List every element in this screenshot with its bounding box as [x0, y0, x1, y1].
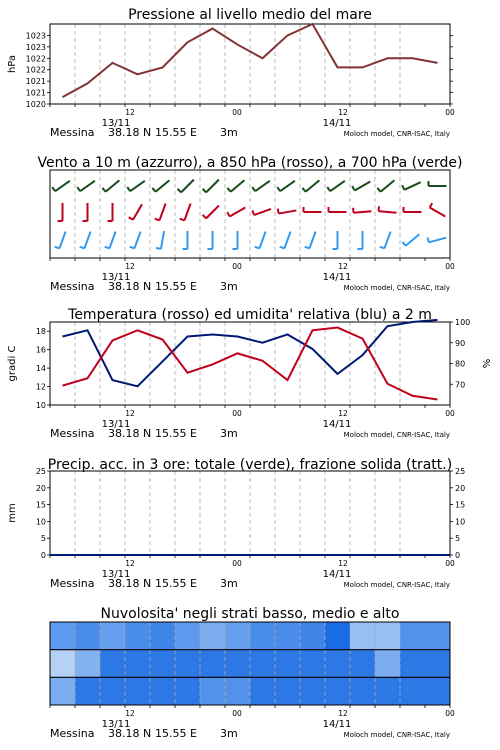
time-tick-label: 00 [445, 709, 455, 718]
wind-barb-700 [231, 180, 245, 192]
wind-barb-tick-700 [327, 187, 330, 191]
footer-latitude: 38.18 N [108, 280, 152, 293]
time-tick-label: 12 [125, 108, 135, 117]
wind-barb-tick-850 [155, 219, 160, 221]
footer-location: Messina [50, 577, 95, 590]
wind-barb-tick-10m [130, 247, 135, 249]
wind-barb-tick-700 [402, 185, 404, 190]
y-tick-label: 12 [35, 382, 46, 392]
cloud-cell-alto [325, 622, 351, 650]
y-tick-label: 1021 [25, 88, 46, 98]
cloud-cell-basso [350, 677, 376, 705]
footer-elevation: 3m [220, 427, 238, 440]
time-tick-label: 00 [232, 108, 242, 117]
cloud-cell-alto [100, 622, 126, 650]
time-tick-label: 12 [338, 409, 348, 418]
cloud-cell-basso [250, 677, 276, 705]
wind-barb-10m [84, 232, 90, 249]
footer-model: Moloch model, CNR-ISAC, Italy [343, 284, 450, 292]
cloud-cell-medio [300, 650, 326, 678]
y-tick-label: 1020 [25, 100, 46, 109]
wind-barb-tick-850 [227, 212, 230, 216]
time-tick-label: 12 [338, 262, 348, 271]
cloud-cell-basso [50, 677, 76, 705]
wind-barb-10m [109, 232, 115, 249]
time-tick-label: 00 [445, 108, 455, 117]
time-tick-label: 00 [232, 559, 242, 568]
footer-elevation: 3m [220, 280, 238, 293]
time-tick-label: 12 [125, 709, 135, 718]
y-tick-label: 1021 [25, 77, 46, 87]
cloud-cell-medio [200, 650, 226, 678]
footer-longitude: 15.55 E [155, 126, 197, 139]
wind-barb-10m [134, 232, 140, 249]
y-tick-label: 5 [40, 534, 46, 544]
footer-model: Moloch model, CNR-ISAC, Italy [343, 731, 450, 739]
cloud-cell-alto [75, 622, 101, 650]
time-tick-label: 12 [338, 709, 348, 718]
wind-barb-tick-700 [377, 188, 380, 192]
cloud-cell-medio [275, 650, 301, 678]
wind-barb-10m [384, 232, 390, 249]
wind-barb-700 [255, 181, 270, 191]
wind-barb-850 [159, 204, 165, 221]
wind-barb-10m [161, 231, 164, 249]
cloud-cell-alto [50, 622, 76, 650]
y2-tick-label: 5 [455, 534, 461, 544]
wind-barb-tick-850 [278, 209, 279, 214]
cloud-cell-basso [200, 677, 226, 705]
cloud-cell-basso [225, 677, 251, 705]
y-tick-label: 1022 [25, 65, 46, 75]
wind-barb-700 [156, 180, 170, 192]
y-tick-label: 15 [35, 500, 46, 510]
wind-barb-700 [404, 182, 420, 190]
wind-barb-700 [206, 180, 219, 193]
wind-barb-tick-10m [80, 247, 85, 249]
time-tick-label: 00 [232, 262, 242, 271]
cloud-cell-basso [425, 677, 451, 705]
y2-tick-label: 100 [455, 318, 471, 327]
footer-latitude: 38.18 N [108, 577, 152, 590]
footer-location: Messina [50, 126, 95, 139]
wind-barb-tick-700 [77, 187, 80, 191]
cloud-cell-medio [50, 650, 76, 678]
chart-title: Precip. acc. in 3 ore: totale (verde), frazione solida (tratt.) [47, 457, 453, 473]
wind-barb-700 [306, 180, 320, 192]
y2-tick-label: 80 [455, 359, 466, 369]
date-label: 13/11 [101, 719, 131, 730]
wind-barb-700 [55, 181, 70, 191]
wind-barb-tick-700 [203, 189, 207, 193]
cloud-cell-medio [375, 650, 401, 678]
wind-barb-700 [381, 180, 395, 192]
footer-location: Messina [50, 280, 95, 293]
y-axis-label: hPa [7, 54, 18, 74]
footer-longitude: 15.55 E [155, 427, 197, 440]
wind-barb-850 [379, 211, 397, 213]
time-tick-label: 00 [445, 409, 455, 418]
date-label: 14/11 [322, 719, 352, 730]
time-tick-label: 12 [338, 108, 348, 117]
wind-barb-tick-10m [380, 247, 385, 249]
wind-barb-850 [184, 204, 190, 221]
cloud-cell-basso [400, 677, 426, 705]
wind-barb-tick-700 [277, 187, 280, 191]
wind-barb-tick-10m [305, 247, 310, 249]
footer-model: Moloch model, CNR-ISAC, Italy [343, 581, 450, 589]
wind-barb-850 [133, 204, 142, 220]
wind-barb-tick-700 [302, 188, 305, 192]
cloud-cell-basso [300, 677, 326, 705]
footer-elevation: 3m [220, 126, 238, 139]
wind-barb-tick-10m [280, 247, 285, 249]
time-tick-label: 00 [232, 409, 242, 418]
cloud-cell-alto [150, 622, 176, 650]
cloud-cell-alto [300, 622, 326, 650]
cloud-cell-medio [250, 650, 276, 678]
date-label: 14/11 [322, 118, 352, 129]
cloud-cell-basso [100, 677, 126, 705]
y2-tick-label: 0 [455, 551, 461, 560]
cloud-cell-alto [225, 622, 251, 650]
y-axis-label: gradi C [7, 345, 18, 382]
cloud-cell-medio [175, 650, 201, 678]
cloud-cell-medio [75, 650, 101, 678]
cloud-cell-medio [100, 650, 126, 678]
wind-barb-700 [181, 180, 194, 193]
time-tick-label: 00 [232, 709, 242, 718]
wind-barb-tick-10m [55, 247, 60, 249]
date-label: 13/11 [101, 569, 131, 580]
wind-barb-850 [430, 208, 446, 217]
wind-barb-700 [330, 181, 345, 191]
cloud-cell-medio [425, 650, 451, 678]
wind-barb-850 [279, 210, 297, 213]
cloud-cell-alto [350, 622, 376, 650]
wind-barb-tick-700 [102, 188, 105, 192]
cloud-cell-medio [325, 650, 351, 678]
cloud-cell-alto [125, 622, 151, 650]
y2-tick-label: 10 [455, 517, 466, 527]
cloud-cell-alto [250, 622, 276, 650]
footer-latitude: 38.18 N [108, 727, 152, 740]
y2-tick-label: 70 [455, 380, 466, 390]
wind-barb-700 [130, 181, 145, 191]
footer-latitude: 38.18 N [108, 126, 152, 139]
wind-barb-700 [355, 182, 371, 191]
cloud-cell-medio [400, 650, 426, 678]
footer-elevation: 3m [220, 727, 238, 740]
wind-barb-tick-850 [129, 217, 133, 220]
date-label: 13/11 [101, 118, 131, 129]
wind-barb-850 [230, 208, 246, 217]
y-tick-label: 10 [35, 401, 46, 410]
footer-model: Moloch model, CNR-ISAC, Italy [343, 431, 450, 439]
date-label: 14/11 [322, 272, 352, 283]
wind-barb-tick-10m [428, 237, 429, 242]
y-tick-label: 20 [35, 483, 46, 493]
wind-barb-700 [106, 180, 120, 192]
y-tick-label: 10 [35, 517, 46, 527]
footer-longitude: 15.55 E [155, 727, 197, 740]
wind-barb-tick-850 [203, 215, 207, 219]
y2-tick-label: 25 [455, 467, 466, 476]
y-axis-label: mm [7, 503, 18, 523]
y-tick-label: 14 [35, 364, 46, 374]
wind-barb-tick-10m [402, 242, 405, 246]
cloud-cell-medio [350, 650, 376, 678]
cloud-cell-medio [225, 650, 251, 678]
wind-barb-850 [254, 209, 271, 215]
date-label: 14/11 [322, 419, 352, 430]
time-tick-label: 12 [125, 409, 135, 418]
y-tick-label: 1023 [25, 31, 46, 41]
wind-barb-tick-10m [156, 248, 161, 249]
chart-title: Temperatura (rosso) ed umidita' relativa (blu) a 2 m [68, 307, 432, 323]
time-tick-label: 12 [125, 559, 135, 568]
wind-barb-850 [354, 211, 372, 213]
footer-longitude: 15.55 E [155, 577, 197, 590]
wind-barb-10m [259, 232, 265, 249]
cloud-cell-basso [125, 677, 151, 705]
y-tick-label: 16 [35, 345, 46, 355]
y2-tick-label: 90 [455, 338, 466, 348]
wind-barb-700 [80, 181, 95, 191]
cloud-cell-alto [400, 622, 426, 650]
wind-barb-tick-700 [178, 189, 182, 193]
wind-barb-10m [284, 232, 290, 249]
footer-model: Moloch model, CNR-ISAC, Italy [343, 130, 450, 138]
chart-title: Vento a 10 m (azzurro), a 850 hPa (rosso), a 700 hPa (verde) [37, 155, 463, 171]
wind-barb-tick-850 [430, 203, 433, 207]
cloud-cell-medio [125, 650, 151, 678]
y-tick-label: 18 [35, 327, 46, 337]
footer-location: Messina [50, 727, 95, 740]
footer-longitude: 15.55 E [155, 280, 197, 293]
footer-location: Messina [50, 427, 95, 440]
time-tick-label: 12 [125, 262, 135, 271]
wind-barb-tick-700 [252, 187, 255, 191]
cloud-cell-alto [275, 622, 301, 650]
y-tick-label: 25 [35, 467, 46, 476]
wind-barb-10m [309, 232, 315, 249]
wind-barb-tick-700 [127, 187, 130, 191]
time-tick-label: 12 [338, 559, 348, 568]
time-tick-label: 00 [445, 262, 455, 271]
cloud-cell-alto [425, 622, 451, 650]
y-tick-label: 1023 [25, 42, 46, 52]
wind-barb-tick-850 [252, 210, 254, 215]
date-label: 13/11 [101, 272, 131, 283]
wind-barb-10m [59, 232, 65, 249]
footer-latitude: 38.18 N [108, 427, 152, 440]
wind-barb-10m [429, 238, 446, 243]
wind-barb-tick-700 [352, 186, 355, 190]
wind-barb-tick-850 [180, 219, 185, 221]
cloud-cell-medio [150, 650, 176, 678]
wind-barb-tick-700 [152, 188, 155, 192]
y2-tick-label: 20 [455, 483, 466, 493]
wind-barb-700 [280, 181, 295, 191]
wind-barb-10m [406, 234, 420, 246]
cloud-cell-basso [75, 677, 101, 705]
wind-barb-tick-700 [52, 187, 55, 191]
cloud-cell-basso [275, 677, 301, 705]
cloud-cell-basso [150, 677, 176, 705]
y2-tick-label: 15 [455, 500, 466, 510]
wind-barb-tick-10m [255, 247, 260, 249]
y-tick-label: 0 [40, 551, 46, 560]
date-label: 14/11 [322, 569, 352, 580]
y-tick-label: 1022 [25, 54, 46, 64]
cloud-cell-basso [375, 677, 401, 705]
date-label: 13/11 [101, 419, 131, 430]
chart-title: Nuvolosita' negli strati basso, medio e alto [100, 606, 400, 622]
cloud-cell-alto [200, 622, 226, 650]
cloud-cell-alto [175, 622, 201, 650]
y2-axis-label: % [482, 358, 493, 369]
cloud-cell-alto [375, 622, 401, 650]
chart-title: Pressione al livello medio del mare [128, 7, 372, 23]
footer-elevation: 3m [220, 577, 238, 590]
cloud-cell-basso [325, 677, 351, 705]
wind-barb-850 [206, 206, 219, 219]
wind-barb-tick-10m [105, 247, 110, 249]
cloud-cell-basso [175, 677, 201, 705]
wind-barb-tick-700 [227, 188, 230, 192]
time-tick-label: 00 [445, 559, 455, 568]
